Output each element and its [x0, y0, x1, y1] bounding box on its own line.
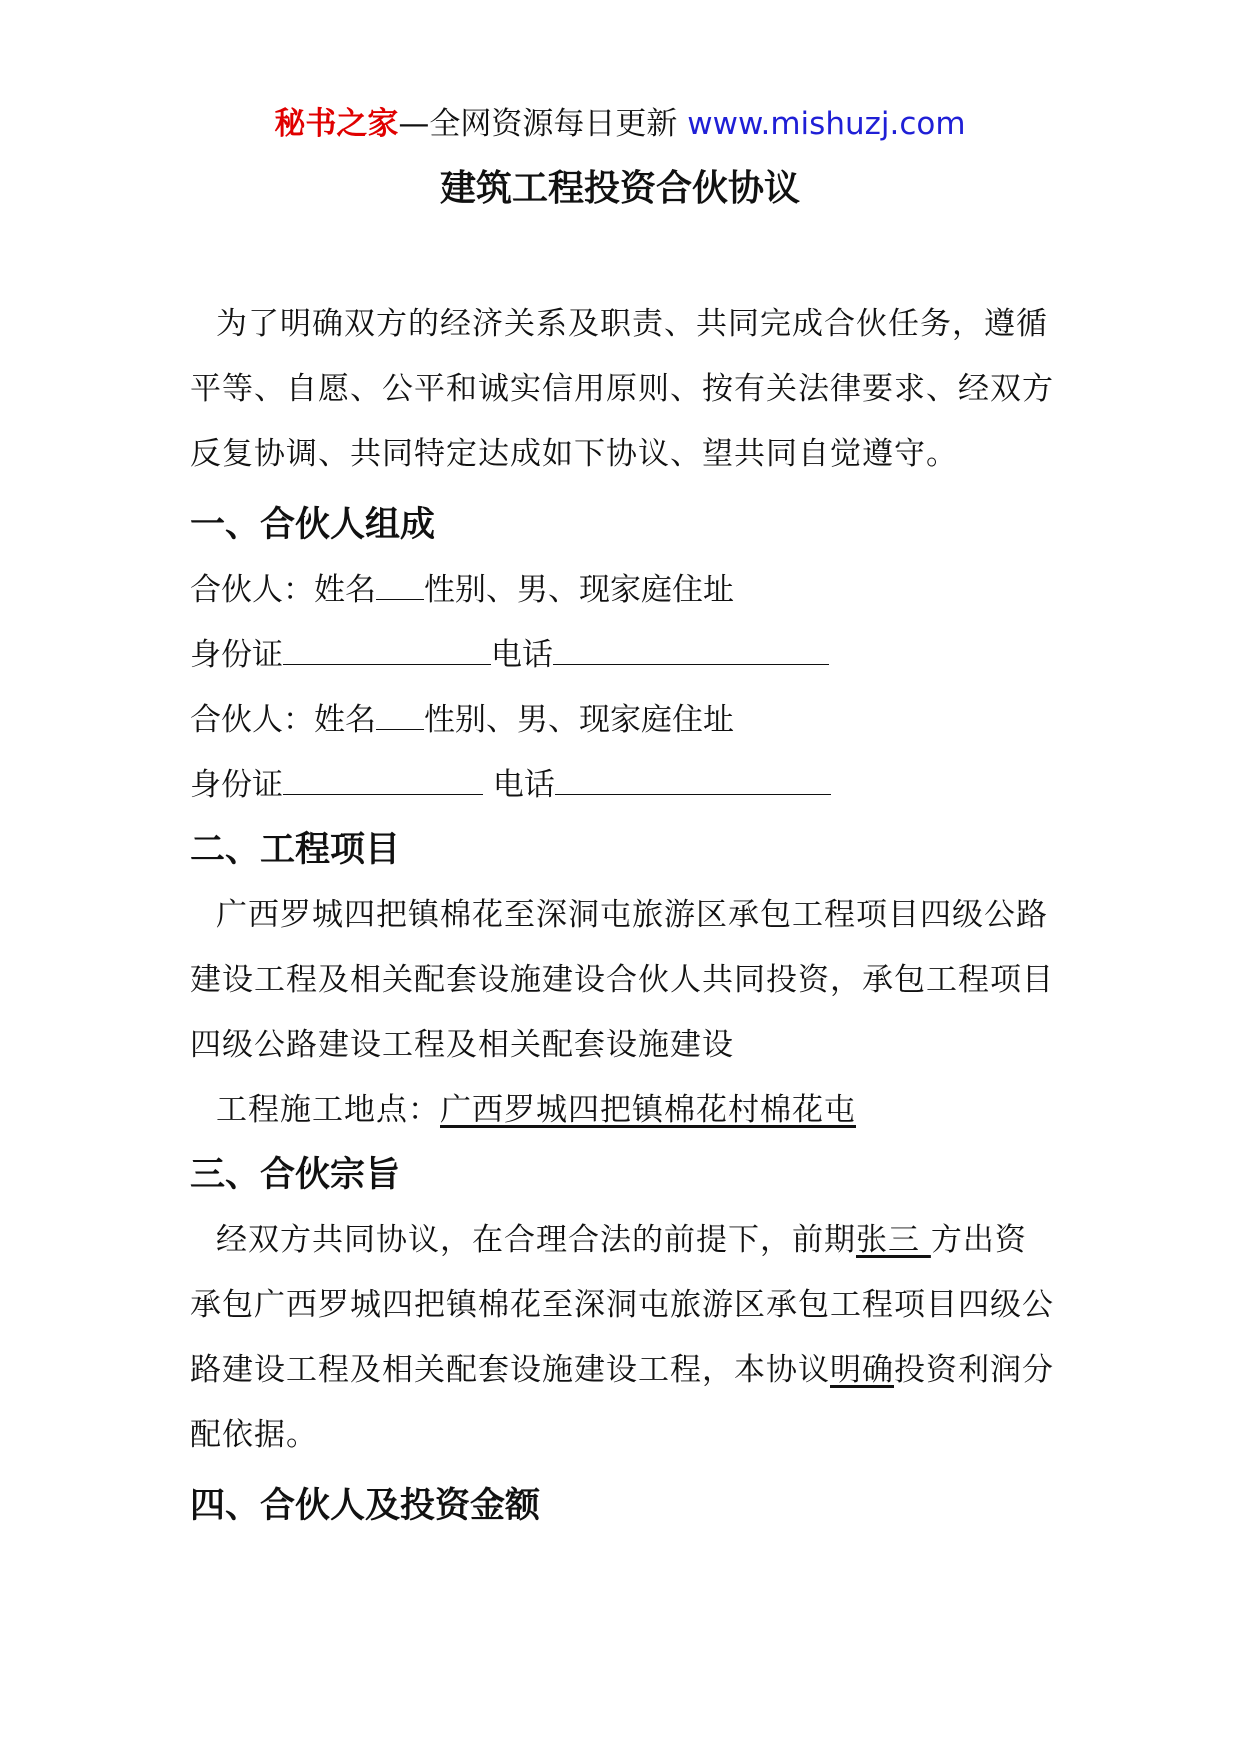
- id-label: 身份证: [190, 767, 283, 803]
- purpose-text-b: 方出资承包广西罗城四把镇棉花至深洞屯旅游区承包工程项目四级公路建设工程及相关配套设施建设工程，本协议: [190, 1222, 1054, 1388]
- site-header: [0, 102, 1240, 146]
- id-blank: [283, 634, 491, 665]
- brand-name: 秘书之家: [274, 106, 399, 142]
- header-tagline: —全网资源每日更新: [398, 106, 688, 142]
- phone-blank: [555, 764, 831, 795]
- project-paragraph: 广西罗城四把镇棉花至深洞屯旅游区承包工程项目四级公路建设工程及相关配套设施建设合伙人共同投资，承包工程项目四级公路建设工程及相关配套设施建设: [190, 897, 1054, 1063]
- underlined-word: 明确: [830, 1352, 894, 1388]
- section-heading-partners: 一、合伙人组成: [190, 505, 436, 545]
- gender-address-label: 性别、男、现家庭住址: [424, 702, 734, 738]
- name-blank: [376, 699, 424, 730]
- site-label: 工程施工地点：: [216, 1092, 440, 1128]
- partner-2-id-line: [190, 753, 1055, 818]
- partner-name-label: 合伙人：姓名: [190, 572, 376, 608]
- purpose-text-a: 经双方共同协议，在合理合法的前提下，前期: [216, 1222, 856, 1258]
- site-url[interactable]: www.mishuzj.com: [687, 106, 966, 142]
- gender-address-label: 性别、男、现家庭住址: [424, 572, 734, 608]
- id-blank: [283, 764, 483, 795]
- section-heading-purpose: 三、合伙宗旨: [190, 1155, 401, 1195]
- site-value: 广西罗城四把镇棉花村棉花屯: [440, 1092, 856, 1128]
- project-site-line: [190, 1078, 1055, 1143]
- purpose-paragraph: [190, 1208, 1055, 1468]
- partner-2-line: [190, 688, 1055, 753]
- document-body: [190, 292, 1055, 1539]
- name-blank: [376, 569, 424, 600]
- section-heading-investment: 四、合伙人及投资金额: [190, 1486, 541, 1526]
- partner-1-id-line: [190, 623, 1055, 688]
- partner-1-line: [190, 558, 1055, 623]
- purpose-text-c: 投资利润分配依据。: [190, 1352, 1054, 1453]
- section-heading-project: 二、工程项目: [190, 830, 401, 870]
- phone-label: 电话: [491, 637, 553, 673]
- document-title: 建筑工程投资合伙协议: [439, 168, 800, 209]
- phone-label: 电话: [492, 767, 555, 803]
- partner-name-label: 合伙人：姓名: [190, 702, 376, 738]
- id-label: 身份证: [190, 637, 283, 673]
- phone-blank: [553, 634, 829, 665]
- intro-paragraph: 为了明确双方的经济关系及职责、共同完成合伙任务，遵循平等、自愿、公平和诚实信用原则、按有关法律要求、经双方反复协调、共同特定达成如下协议、望共同自觉遵守。: [190, 306, 1054, 472]
- investor-name: 张三: [856, 1222, 931, 1258]
